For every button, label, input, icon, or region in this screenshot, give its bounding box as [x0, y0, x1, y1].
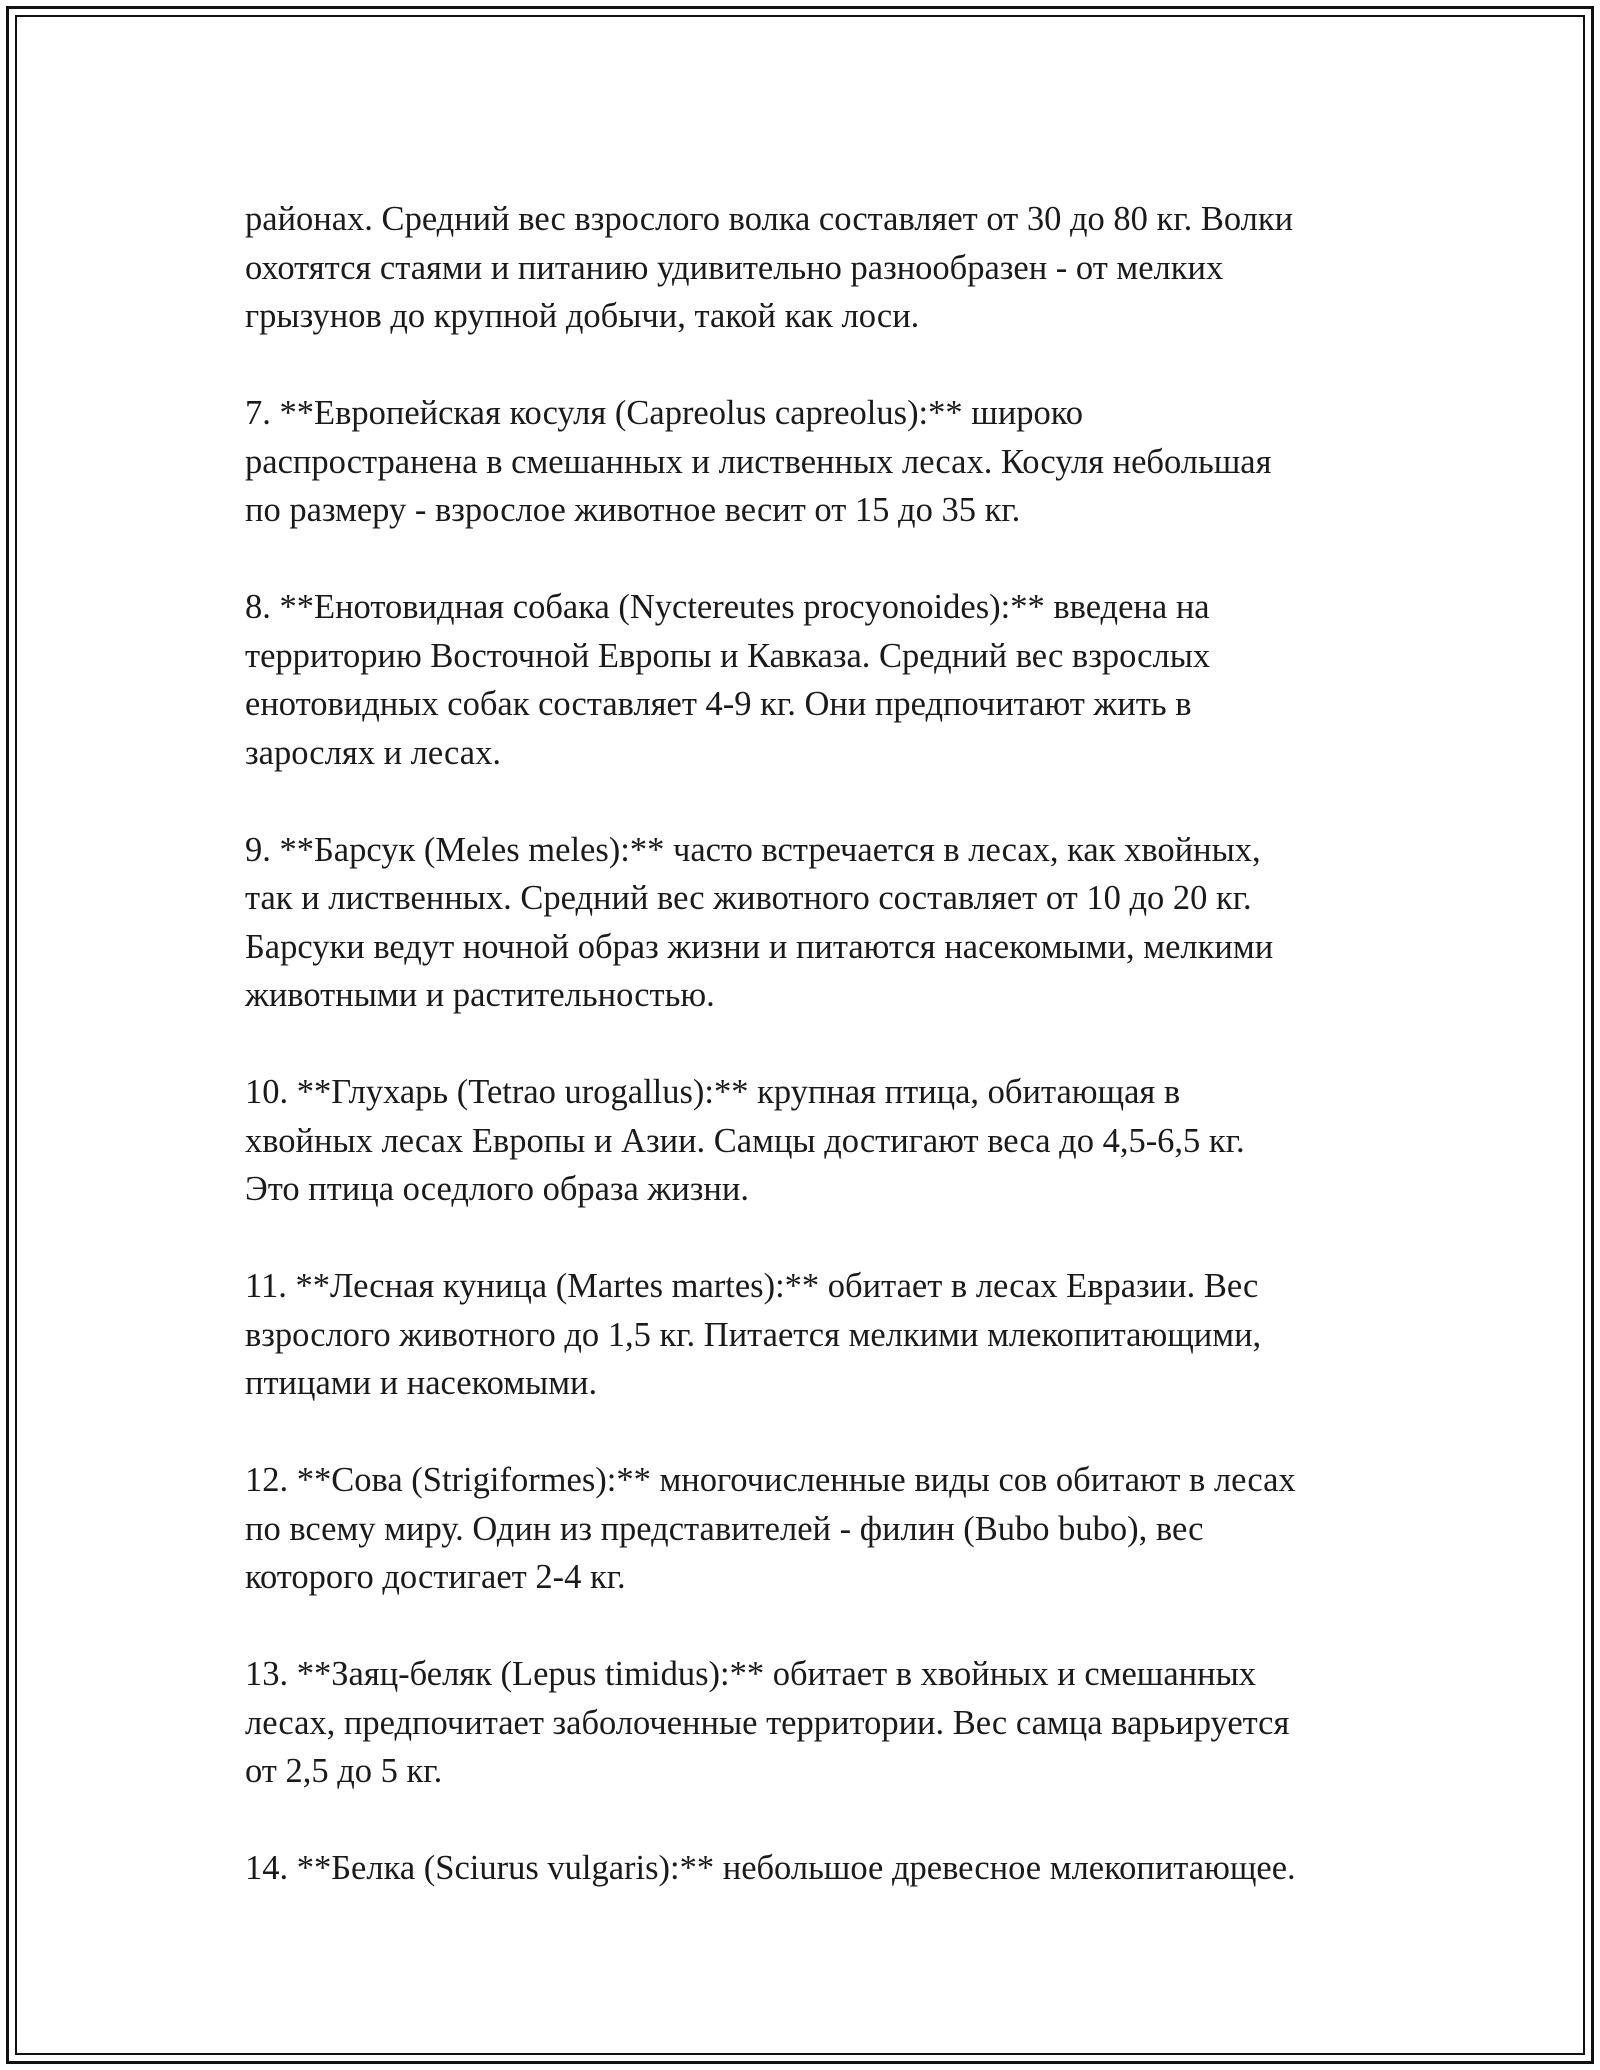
paragraph-roe-deer: 7. **Европейская косуля (Capreolus capreolus):** широко распространена в смешанных и лиственных лесах. Косуля небольшая по размеру - взрослое животное весит от 15 до 35 кг.	[245, 394, 1272, 529]
paragraph-pine-marten: 11. **Лесная куница (Martes martes):** обитает в лесах Евразии. Вес взрослого животного до 1,5 кг. Питается мелкими млекопитающими, птицами и насекомыми.	[245, 1267, 1262, 1402]
paragraph-mountain-hare: 13. **Заяц-беляк (Lepus timidus):** обитает в хвойных и смешанных лесах, предпочитает заболоченные территории. Вес самца варьируется от 2,5 до 5 кг.	[245, 1655, 1290, 1790]
paragraph-wolf-continued: районах. Средний вес взрослого волка составляет от 30 до 80 кг. Волки охотятся стаями и питанию удивительно разнообразен - от мелких грызунов до крупной добычи, такой как лоси.	[245, 200, 1294, 335]
page-frame	[6, 6, 1594, 2064]
paragraph-badger: 9. **Барсук (Meles meles):** часто встречается в лесах, как хвойных, так и лиственных. Средний вес животного составляет от 10 до 20 кг. Барсуки ведут ночной образ жизни и питаются насекомыми, мелкими животными и растительностью.	[245, 830, 1274, 1014]
paragraph-owl: 12. **Сова (Strigiformes):** многочисленные виды сов обитают в лесах по всему миру. Один из представителей - филин (Bubo bubo), вес которого достигает 2-4 кг.	[245, 1461, 1296, 1596]
paragraph-raccoon-dog: 8. **Енотовидная собака (Nyctereutes procyonoides):** введена на территорию Восточной Европы и Кавказа. Средний вес взрослых енотовидных собак составляет 4-9 кг. Они предпочитают жить в зарослях и лесах.	[245, 588, 1211, 772]
document-body	[245, 195, 1375, 1941]
paragraph-squirrel: 14. **Белка (Sciurus vulgaris):** небольшое древесное млекопитающее.	[245, 1849, 1296, 1887]
paragraph-capercaillie: 10. **Глухарь (Tetrao urogallus):** крупная птица, обитающая в хвойных лесах Европы и Азии. Самцы достигают веса до 4,5-6,5 кг. Это птица оседлого образа жизни.	[245, 1073, 1245, 1208]
